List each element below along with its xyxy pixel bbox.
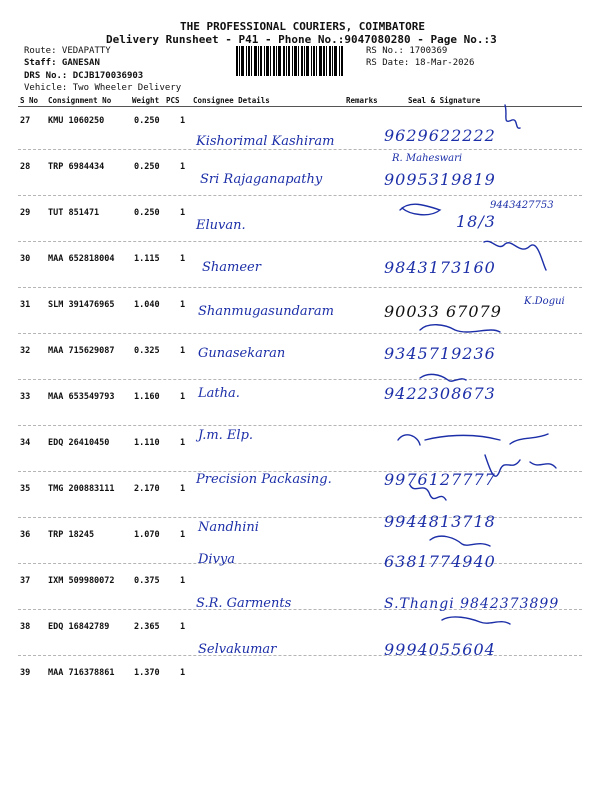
consignee-name: J.m. Elp. [198,428,254,443]
sno: 30 [20,254,31,264]
signature-stroke [442,617,510,624]
sno: 35 [20,484,31,494]
consignment-no: KMU 1060250 [48,116,105,126]
consignee-name: Precision Packasing. [196,472,332,487]
signature-stroke [430,536,490,546]
weight: 1.040 [134,300,160,310]
signature-stroke [485,455,556,476]
weight: 1.070 [134,530,160,540]
weight: 1.160 [134,392,160,402]
receiver-note: K.Dogui [524,296,565,307]
consignment-no: IXM 509980072 [48,576,115,586]
contact-phone: 90033 67079 [384,302,502,321]
consignment-no: TMG 200883111 [48,484,115,494]
consignment-no: MAA 716378861 [48,668,115,678]
col-consignment: Consignment No [48,96,112,105]
pcs: 1 [180,576,186,586]
col-remarks: Remarks [346,96,378,105]
rs-date: RS Date: 18-Mar-2026 [366,58,475,68]
pcs: 1 [180,116,186,126]
consignment-no: EDQ 16842789 [48,622,110,632]
consignment-no: SLM 391476965 [48,300,115,310]
contact-phone: 9843173160 [384,258,496,277]
weight: 0.250 [134,116,160,126]
contact-phone: 9994055604 [384,640,496,659]
pcs: 1 [180,668,186,678]
contact-date: 18/3 [456,212,496,231]
consignee-name: Latha. [198,386,240,401]
contact-phone: S.Thangi 9842373899 [384,596,560,612]
pcs: 1 [180,208,186,218]
pcs: 1 [180,162,186,172]
weight: 1.110 [134,438,160,448]
consignee-name: Divya [198,552,236,567]
col-sno: S No [20,96,39,105]
pcs: 1 [180,622,186,632]
col-seal: Seal & Signature [408,96,481,105]
contact-phone: 6381774940 [384,552,496,571]
consignee-name: Gunasekaran [198,346,286,361]
consignee-name: Sri Rajaganapathy [200,172,323,187]
sno: 39 [20,668,31,678]
contact-phone: 9422308673 [384,384,496,403]
sno: 29 [20,208,31,218]
col-pcs: PCS [166,96,180,105]
signature-stroke [410,485,446,500]
pcs: 1 [180,438,186,448]
weight: 1.115 [134,254,160,264]
consignment-no: TRP 18245 [48,530,95,540]
signature-stroke [505,105,520,128]
runsheet-subtitle: Delivery Runsheet - P41 - Phone No.:9047080280 - Page No.:3 [106,33,497,46]
sno: 31 [20,300,31,310]
sno: 36 [20,530,31,540]
sno: 28 [20,162,31,172]
weight: 2.170 [134,484,160,494]
consignment-no: MAA 715629087 [48,346,115,356]
rs-number: RS No.: 1700369 [366,46,448,56]
pcs: 1 [180,530,186,540]
weight: 0.250 [134,208,160,218]
weight: 0.375 [134,576,160,586]
signature-stroke [398,434,548,445]
vehicle-label: Vehicle: Two Wheeler Delivery [24,83,182,93]
consignee-name: Selvakumar [198,642,277,657]
sno: 38 [20,622,31,632]
sno: 27 [20,116,31,126]
pcs: 1 [180,254,186,264]
consignee-name: Shameer [202,260,261,275]
consignee-name: Nandhini [198,520,259,535]
pcs: 1 [180,300,186,310]
consignment-no: EDQ 26410450 [48,438,110,448]
signature-stroke [420,325,500,332]
col-weight: Weight [132,96,160,105]
drs-number: DRS No.: DCJB170036903 [24,71,144,81]
consignment-no: MAA 653549793 [48,392,115,402]
consignee-name: Eluvan. [196,218,246,233]
consignee-name: Shanmugasundaram [198,304,334,319]
sno: 33 [20,392,31,402]
weight: 0.250 [134,162,160,172]
pcs: 1 [180,484,186,494]
weight: 2.365 [134,622,160,632]
staff-label: Staff: GANESAN [24,58,100,68]
sno: 34 [20,438,31,448]
consignee-name: S.R. Garments [196,596,292,611]
consignment-no: TRP 6984434 [48,162,105,172]
signature-stroke [484,241,546,270]
receiver-note: R. Maheswari [392,153,463,164]
route-label: Route: VEDAPATTY [24,46,111,56]
sno: 32 [20,346,31,356]
consignment-no: MAA 652818004 [48,254,115,264]
signature-stroke [420,374,466,381]
contact-phone: 9629622222 [384,126,496,145]
weight: 0.325 [134,346,160,356]
weight: 1.370 [134,668,160,678]
company-title: THE PROFESSIONAL COURIERS, COIMBATORE [180,20,426,33]
signature-stroke [400,204,440,215]
consignment-no: TUT 851471 [48,208,100,218]
contact-phone: 9345719236 [384,344,496,363]
pcs: 1 [180,392,186,402]
sno: 37 [20,576,31,586]
receiver-note: 9443427753 [490,200,554,211]
contact-phone: 9095319819 [384,170,496,189]
consignee-name: Kishorimal Kashiram [196,134,335,149]
contact-phone: 9944813718 [384,512,496,531]
col-consignee: Consignee Details [193,96,270,105]
contact-phone: 9976127777 [384,470,496,489]
pcs: 1 [180,346,186,356]
